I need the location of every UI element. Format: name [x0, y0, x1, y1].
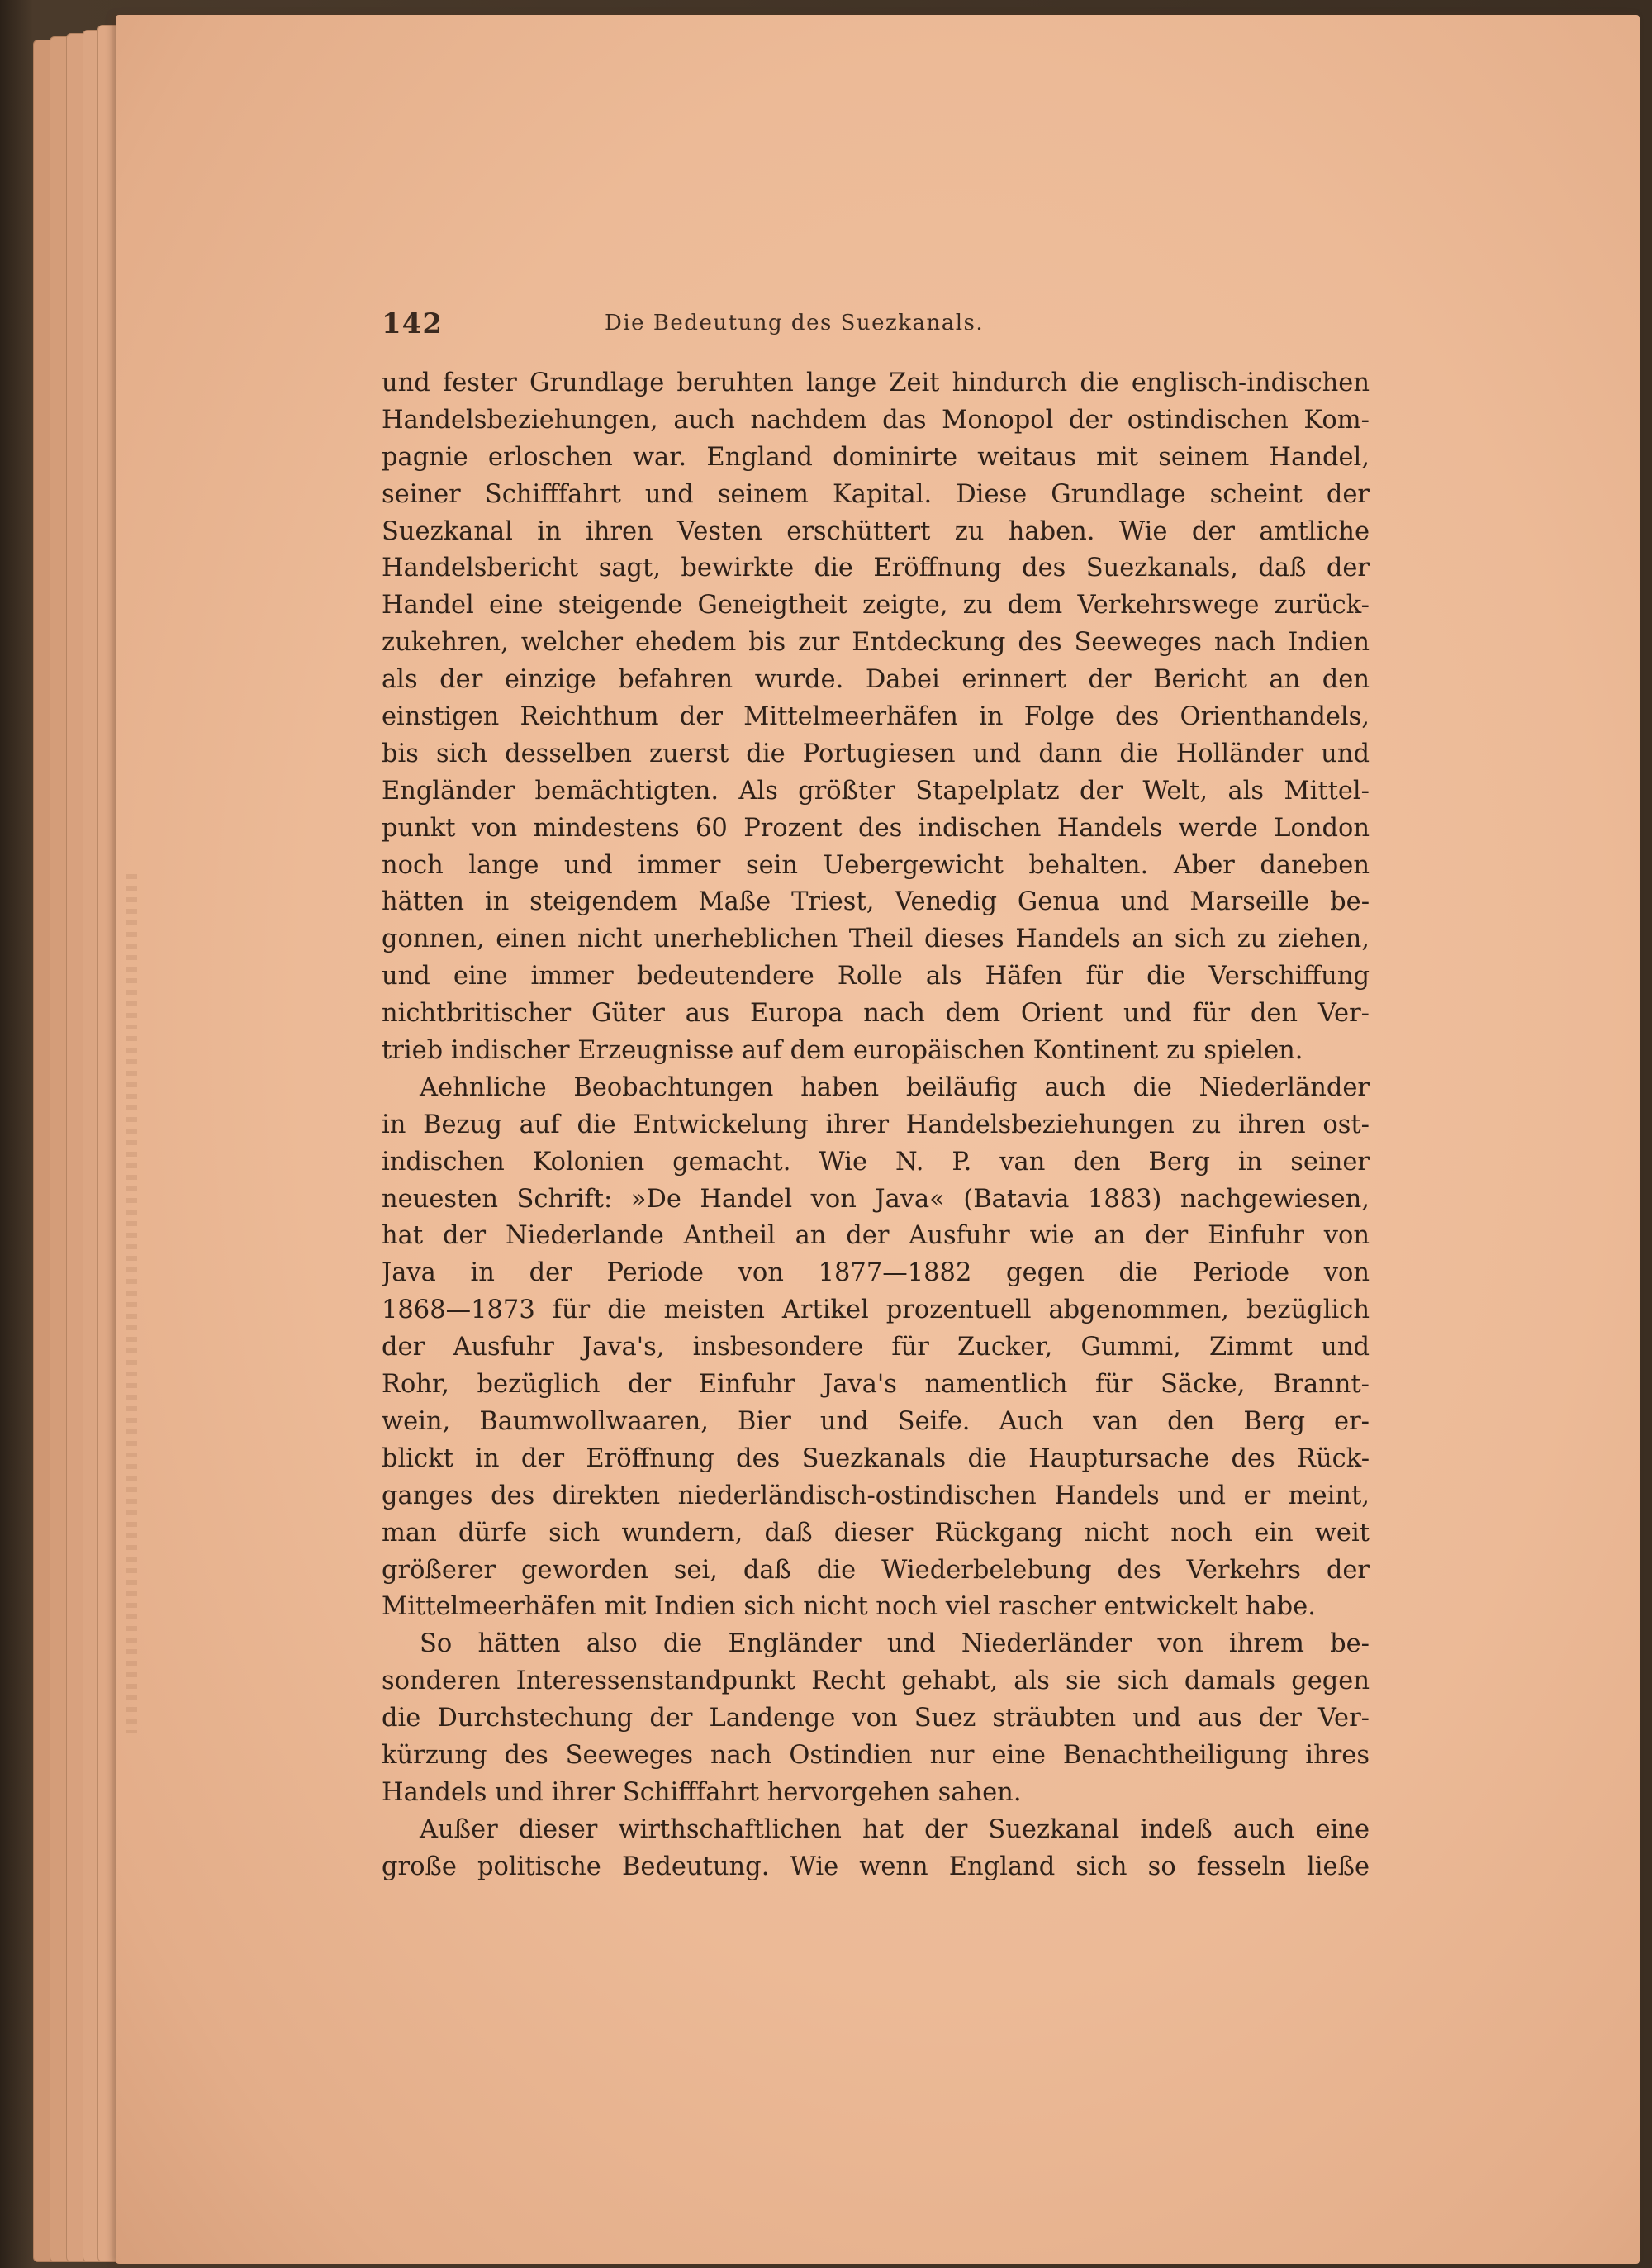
text-line: größerer geworden sei, daß die Wiederbelebung des Verkehrs der [382, 1555, 1370, 1585]
text-line: nichtbritischer Güter aus Europa nach dem Orient und für den Ver- [382, 999, 1370, 1029]
text-line: in Bezug auf die Entwickelung ihrer Handelsbeziehungen zu ihren ost- [382, 1110, 1370, 1139]
text-line: wein, Baumwollwaaren, Bier und Seife. Auch van den Berg er- [382, 1406, 1370, 1436]
text-line: bis sich desselben zuerst die Portugiesen und dann die Holländer und [382, 739, 1370, 768]
page-header [382, 307, 1370, 349]
text-line: hat der Niederlande Antheil an der Ausfuhr wie an der Einfuhr von [382, 1221, 1370, 1251]
text-line: pagnie erloschen war. England dominirte weitaus mit seinem Handel, [382, 442, 1370, 472]
page-number: 142 [382, 307, 443, 340]
text-line: als der einzige befahren wurde. Dabei erinnert der Bericht an den [382, 665, 1370, 695]
text-line: gonnen, einen nicht unerheblichen Theil dieses Handels an sich zu ziehen, [382, 925, 1370, 954]
text-line: der Ausfuhr Java's, insbesondere für Zucker, Gummi, Zimmt und [382, 1333, 1370, 1362]
torn-edge [126, 874, 137, 1733]
text-line: man dürfe sich wundern, daß dieser Rückgang nicht noch ein weit [382, 1518, 1370, 1548]
text-line: und fester Grundlage beruhten lange Zeit hindurch die englisch-indischen [382, 368, 1370, 397]
text-line: einstigen Reichthum der Mittelmeerhäfen in Folge des Orienthandels, [382, 702, 1370, 732]
text-line: die Durchstechung der Landenge von Suez sträubten und aus der Ver- [382, 1704, 1370, 1733]
text-line: große politische Bedeutung. Wie wenn England sich so fesseln ließe [382, 1852, 1370, 1881]
text-line: trieb indischer Erzeugnisse auf dem europäischen Kontinent zu spielen. [382, 1036, 1303, 1066]
text-line: neuesten Schrift: »De Handel von Java« (Batavia 1883) nachgewiesen, [382, 1184, 1370, 1214]
text-line: und eine immer bedeutendere Rolle als Häfen für die Verschiffung [382, 962, 1370, 991]
body-text [382, 365, 1370, 1886]
text-line: sonderen Interessenstandpunkt Recht gehabt, als sie sich damals gegen [382, 1667, 1370, 1696]
text-line: noch lange und immer sein Uebergewicht behalten. Aber daneben [382, 850, 1370, 880]
text-line: Engländer bemächtigten. Als größter Stapelplatz der Welt, als Mittel- [382, 776, 1370, 806]
text-line: Handelsbericht sagt, bewirkte die Eröffnung des Suezkanals, daß der [382, 554, 1370, 583]
text-line: Aehnliche Beobachtungen haben beiläufig auch die Niederländer [420, 1072, 1370, 1102]
text-line: So hätten also die Engländer und Niederländer von ihrem be- [420, 1629, 1370, 1659]
text-line: indischen Kolonien gemacht. Wie N. P. van den Berg in seiner [382, 1147, 1370, 1177]
text-line: Suezkanal in ihren Vesten erschüttert zu haben. Wie der amtliche [382, 516, 1370, 546]
text-line: blickt in der Eröffnung des Suezkanals die Hauptursache des Rück- [382, 1443, 1370, 1473]
text-line: 1868—1873 für die meisten Artikel prozentuell abgenommen, bezüglich [382, 1296, 1370, 1325]
text-line: Handel eine steigende Geneigtheit zeigte, zu dem Verkehrswege zurück- [382, 591, 1370, 620]
running-title: Die Bedeutung des Suezkanals. [605, 311, 985, 335]
text-line: Außer dieser wirthschaftlichen hat der Suezkanal indeß auch eine [420, 1814, 1370, 1844]
text-line: Handelsbeziehungen, auch nachdem das Monopol der ostindischen Kom- [382, 405, 1370, 435]
text-line: Rohr, bezüglich der Einfuhr Java's namentlich für Säcke, Brannt- [382, 1370, 1370, 1400]
text-line: seiner Schifffahrt und seinem Kapital. Diese Grundlage scheint der [382, 479, 1370, 509]
text-line: Java in der Periode von 1877—1882 gegen die Periode von [382, 1258, 1370, 1288]
text-line: Handels und ihrer Schifffahrt hervorgehen sahen. [382, 1777, 1022, 1807]
text-line: Mittelmeerhäfen mit Indien sich nicht noch viel rascher entwickelt habe. [382, 1592, 1316, 1622]
text-line: ganges des direkten niederländisch-ostindischen Handels und er meint, [382, 1481, 1370, 1510]
text-line: zukehren, welcher ehedem bis zur Entdeckung des Seeweges nach Indien [382, 628, 1370, 658]
text-line: kürzung des Seeweges nach Ostindien nur eine Benachtheiligung ihres [382, 1740, 1370, 1770]
text-line: punkt von mindestens 60 Prozent des indischen Handels werde London [382, 813, 1370, 843]
text-line: hätten in steigendem Maße Triest, Venedig Genua und Marseille be- [382, 887, 1370, 917]
